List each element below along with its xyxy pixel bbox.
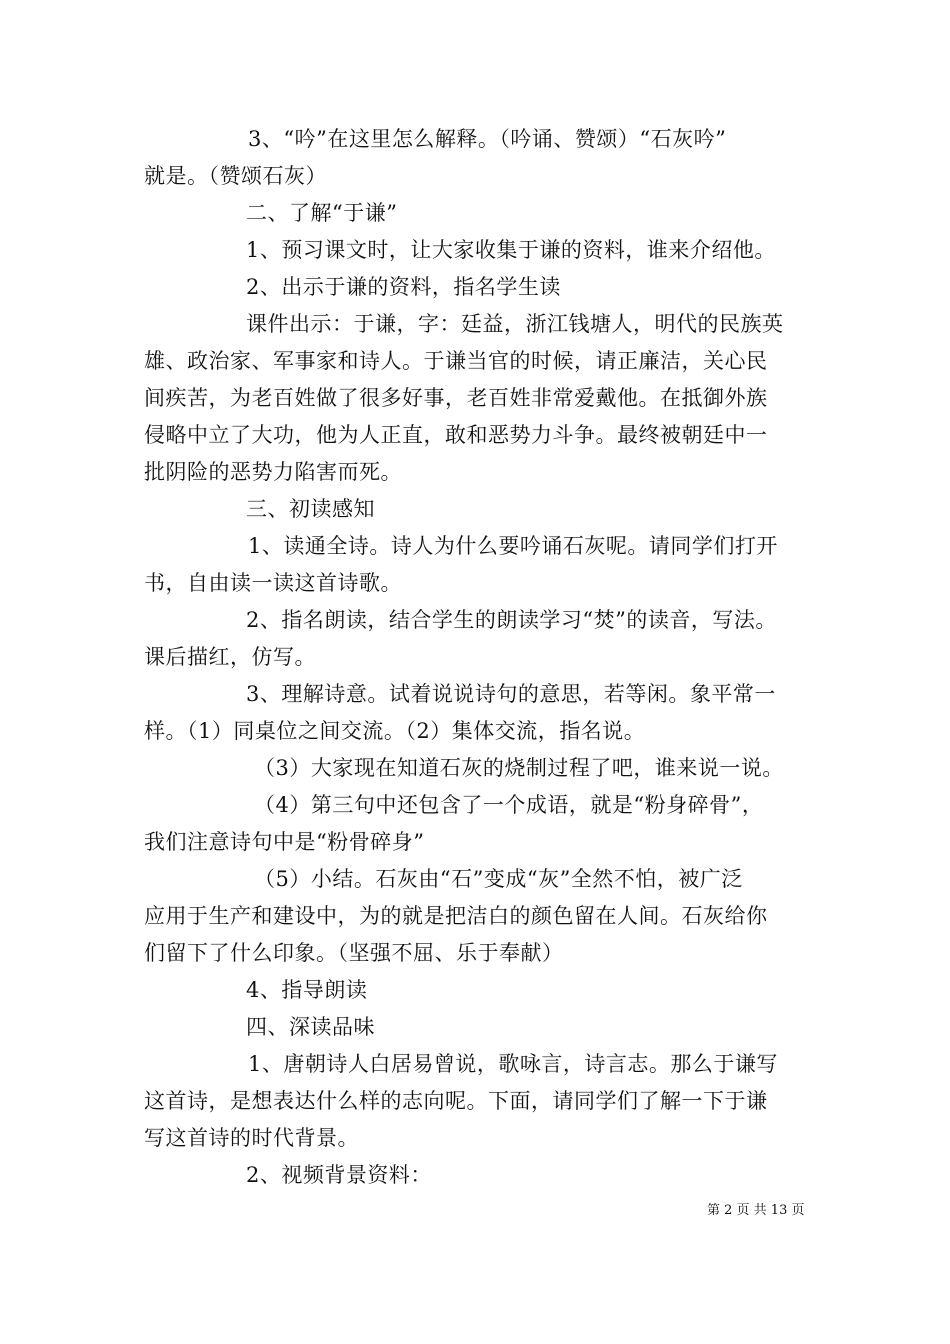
text-line-13: 书，自由读一读这首诗歌。 — [144, 571, 402, 595]
text-line-16: 3、理解诗意。试着说说诗句的意思，若等闲。象平常一 — [246, 682, 776, 706]
text-line-6: 课件出示：于谦，字：廷益，浙江钱塘人，明代的民族英 — [246, 312, 784, 336]
section-heading-4: 四、深读品味 — [246, 1015, 375, 1039]
text-line-21: （5）小结。石灰由“石”变成“灰”全然不怕，被广泛 — [254, 867, 743, 891]
text-line-14: 2、指名朗读，结合学生的朗读学习“焚”的读音，写法。 — [246, 608, 777, 632]
text-line-9: 侵略中立了大功，他为人正直，敢和恶势力斗争。最终被朝廷中一 — [144, 423, 768, 447]
text-line-7: 雄、政治家、军事家和诗人。于谦当官的时候，请正廉洁，关心民 — [144, 349, 768, 373]
text-line-22: 应用于生产和建设中，为的就是把洁白的颜色留在人间。石灰给你 — [144, 904, 768, 928]
text-line-24: 4、指导朗读 — [246, 978, 368, 1002]
text-line-20: 我们注意诗句中是“粉骨碎身” — [144, 830, 425, 854]
text-line-12: 1、读通全诗。诗人为什么要吟诵石灰呢。请同学们打开 — [248, 534, 778, 558]
text-line-17: 样。（1）同桌位之间交流。（2）集体交流，指名说。 — [144, 719, 646, 743]
text-line-5: 2、出示于谦的资料，指名学生读 — [246, 275, 561, 299]
text-line-10: 批阴险的恶势力陷害而死。 — [144, 460, 402, 484]
text-line-8: 间疾苦，为老百姓做了很多好事，老百姓非常爱戴他。在抵御外族 — [144, 386, 768, 410]
text-line-19: （4）第三句中还包含了一个成语，就是“粉身碎骨”， — [254, 793, 764, 817]
text-line-27: 这首诗，是想表达什么样的志向呢。下面，请同学们了解一下于谦 — [144, 1089, 768, 1113]
text-line-23: 们留下了什么印象。（坚强不屈、乐于奉献） — [144, 941, 564, 965]
text-line-4: 1、预习课文时，让大家收集于谦的资料，谁来介绍他。 — [246, 238, 776, 262]
text-line-26: 1、唐朝诗人白居易曾说，歌咏言，诗言志。那么于谦写 — [248, 1052, 778, 1076]
section-heading-2: 二、了解“于谦” — [246, 201, 398, 225]
page-number-footer: 第 2 页 共 13 页 — [707, 1203, 805, 1218]
text-line-28: 写这首诗的时代背景。 — [144, 1126, 359, 1150]
text-line-29: 2、视频背景资料： — [246, 1163, 432, 1187]
section-heading-3: 三、初读感知 — [246, 497, 375, 521]
text-line-2: 就是。（赞颂石灰） — [144, 164, 327, 188]
text-line-15: 课后描红，仿写。 — [144, 645, 316, 669]
text-line-18: （3）大家现在知道石灰的烧制过程了吧，谁来说一说。 — [254, 756, 784, 780]
text-line-1: 3、“吟”在这里怎么解释。（吟诵、赞颂）“石灰吟” — [248, 127, 727, 151]
